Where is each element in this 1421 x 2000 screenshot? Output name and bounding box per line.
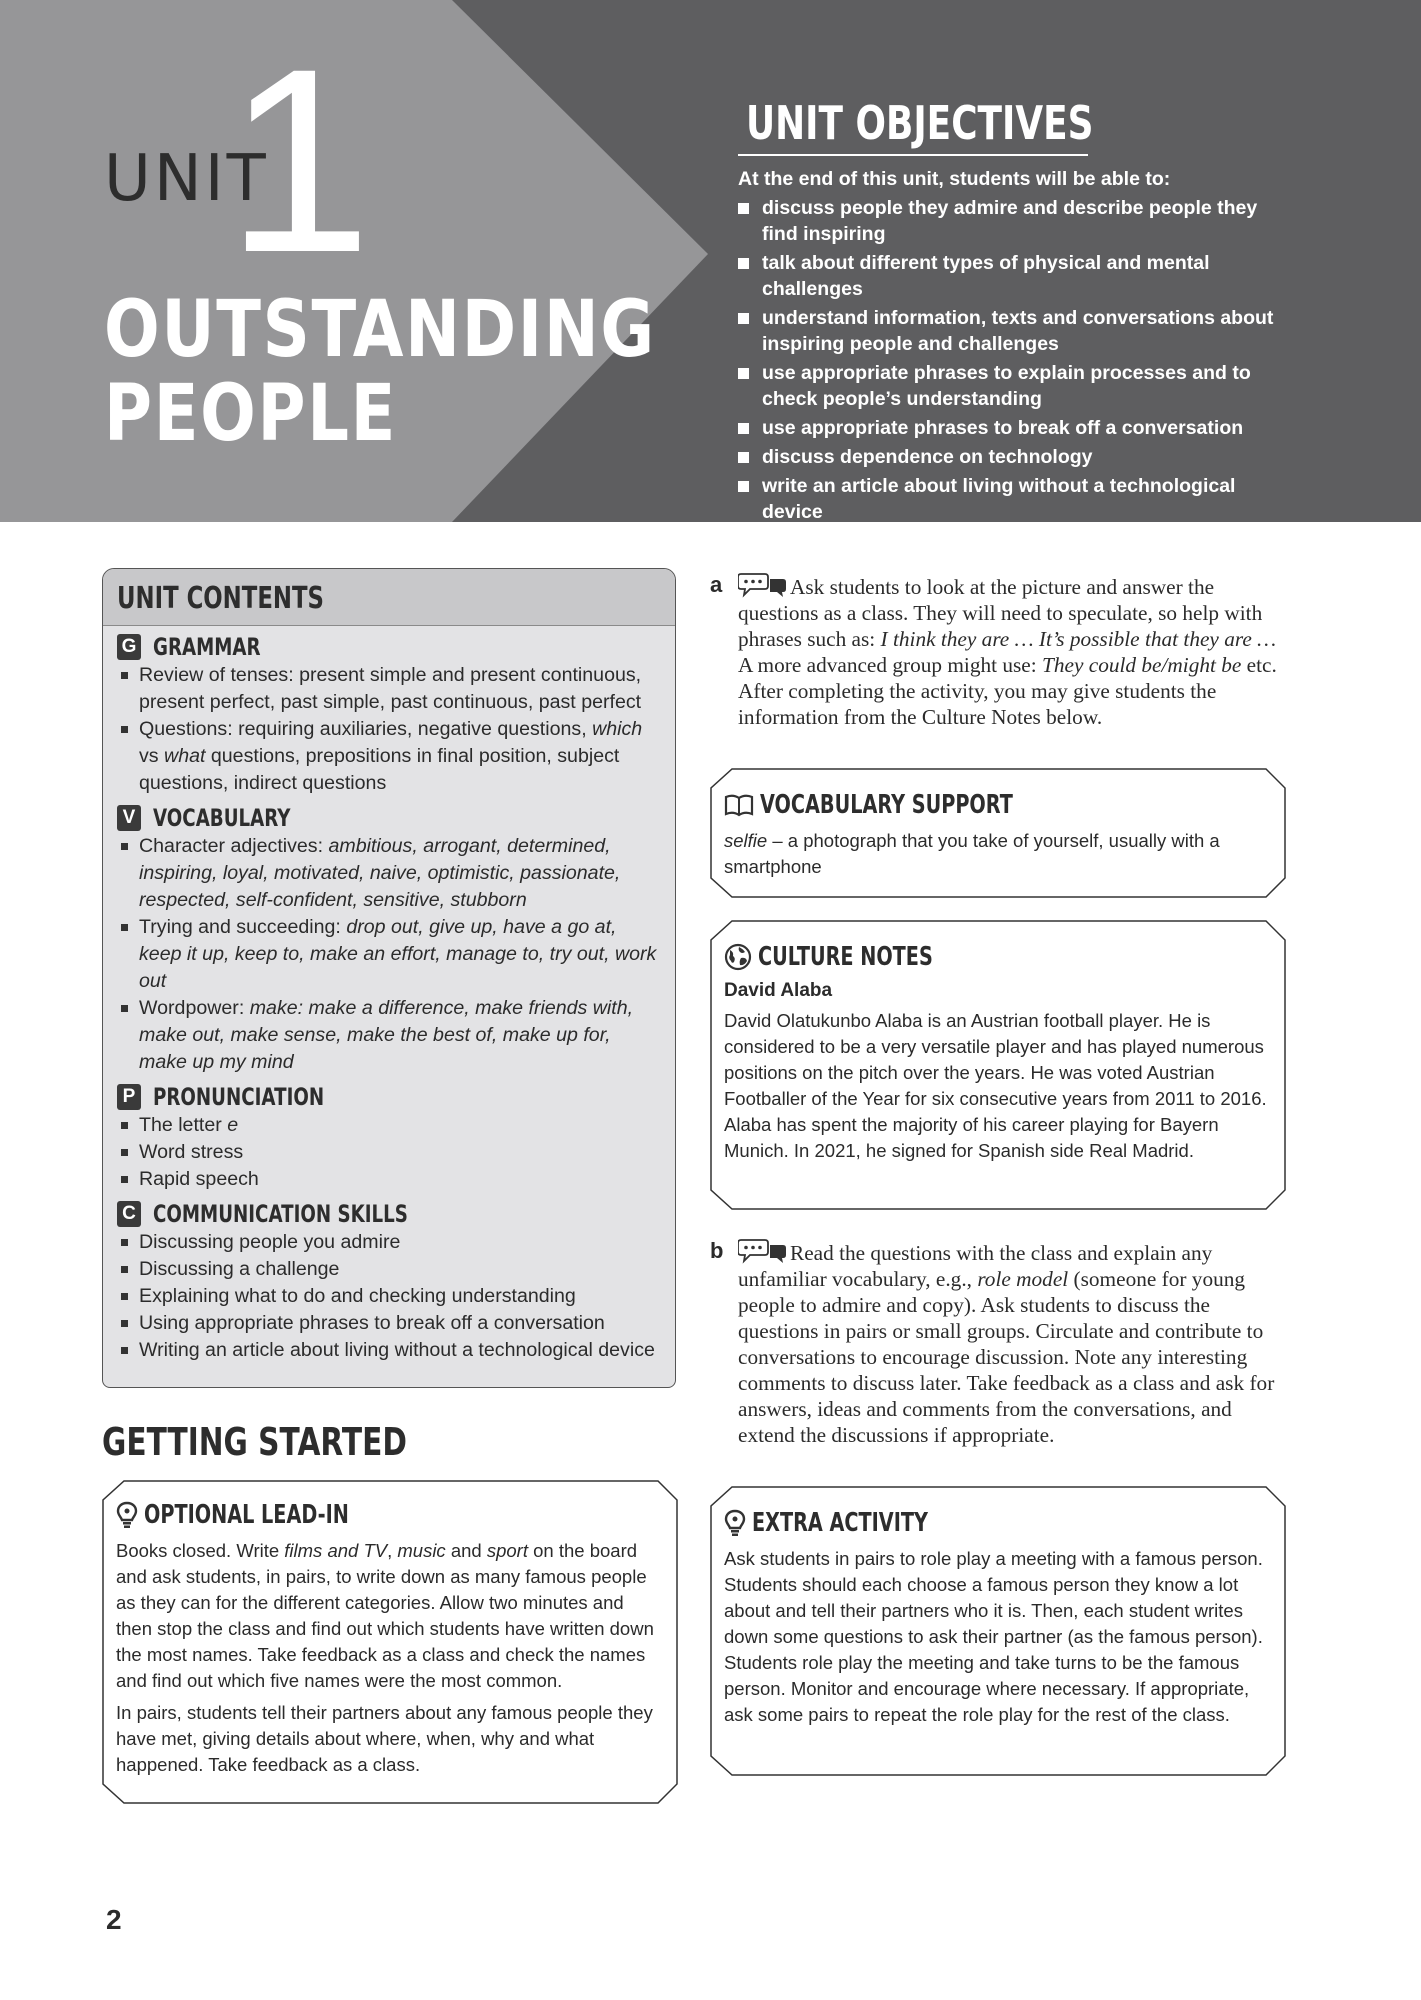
activity-a-text	[738, 572, 1290, 730]
grammar-title: GRAMMAR	[153, 633, 261, 661]
objectives-list	[738, 195, 1298, 525]
objective-item: discuss dependence on technology	[738, 444, 1298, 470]
text-run: on the board and ask students, in pairs, to write down as many famous people as they can for the different categories. Allow two minutes and then stop the class and find out which students have written down the most names. Take feedback as a class and check the names and find out which five names were the most common.	[116, 1540, 654, 1691]
text-run: sport	[486, 1540, 528, 1561]
communication-letter-badge: C	[117, 1201, 141, 1227]
vocabulary-list	[117, 833, 661, 1076]
vocab-support-heading	[724, 790, 1270, 820]
unit-title-line-1: OUTSTANDING	[104, 285, 656, 375]
speech-bubbles-icon	[738, 572, 786, 598]
text-run: Character adjectives:	[139, 835, 329, 857]
list-item	[117, 1112, 661, 1139]
objective-item: discuss people they admire and describe people they find inspiring	[738, 195, 1298, 247]
activity-a-letter: a	[710, 572, 723, 597]
objectives-intro: At the end of this unit, students will be able to:	[738, 168, 1171, 190]
list-item: Review of tenses: present simple and present continuous, present perfect, past simple, past continuous, past perfect	[117, 662, 661, 716]
optional-lead-in-box	[102, 1480, 678, 1804]
text-run: Questions: requiring auxiliaries, negative questions,	[139, 718, 593, 740]
text-run: ,	[387, 1540, 398, 1561]
objectives-heading	[738, 96, 1094, 156]
pronunciation-list	[117, 1112, 661, 1193]
list-item: Discussing people you admire	[117, 1229, 661, 1256]
list-item: Using appropriate phrases to break off a conversation	[117, 1310, 661, 1337]
grammar-list	[117, 662, 661, 797]
text-run: and	[445, 1540, 487, 1561]
text-run: – a photograph that you take of yourself, usually with a smartphone	[724, 830, 1220, 877]
culture-notes-text: David Olatukunbo Alaba is an Austrian football player. He is considered to be a very versatile player and has played numerous positions on the pitch over the years. He was voted Austrian Footballer of the Year for six consecutive years from 2011 to 2016. Alaba has spent the majority of his career playing for Bayern Munich. In 2021, he signed for Spanish side Real Madrid.	[724, 1010, 1267, 1161]
page-number: 2	[106, 1904, 122, 1935]
unit-label: UNIT	[104, 142, 269, 216]
objective-item: write an article about living without a technological device	[738, 473, 1298, 525]
text-run: ambitious, arrogant, determined, inspiring, loyal, motivated, naive, optimistic, passionate, respected, self-confident, sensitive, stubborn	[139, 835, 621, 911]
vocabulary-section	[103, 803, 675, 1076]
vocabulary-heading	[117, 803, 661, 833]
vocabulary-support-box	[710, 768, 1286, 898]
objective-item: use appropriate phrases to explain processes and to check people’s understanding	[738, 360, 1298, 412]
speech-bubbles-icon	[738, 1238, 786, 1264]
text-run: questions, prepositions in final position, subject questions, indirect questions	[139, 745, 620, 794]
pronunciation-heading	[117, 1082, 661, 1112]
text-run: vs	[139, 745, 165, 767]
open-book-icon	[724, 793, 754, 817]
vocabulary-letter-badge: V	[117, 805, 141, 831]
objectives-title: UNIT OBJECTIVES	[746, 96, 1094, 150]
activity-b-letter: b	[710, 1238, 724, 1263]
text-run: music	[397, 1540, 446, 1561]
lead-in-paragraph-1	[116, 1538, 662, 1694]
communication-list	[117, 1229, 661, 1364]
text-run: Trying and succeeding:	[139, 916, 347, 938]
text-run: The letter	[139, 1114, 228, 1136]
globe-icon	[724, 943, 752, 971]
text-run: what	[164, 745, 206, 767]
pronunciation-title: PRONUNCIATION	[153, 1083, 325, 1111]
list-item: Word stress	[117, 1139, 661, 1166]
activity-a	[710, 572, 1290, 730]
communication-section	[103, 1199, 675, 1364]
getting-started-heading: GETTING STARTED	[102, 1420, 407, 1464]
objective-item: understand information, texts and conversations about inspiring people and challenges	[738, 305, 1298, 357]
extra-activity-heading	[724, 1508, 1270, 1538]
lead-in-paragraph-2: In pairs, students tell their partners about any famous people they have met, giving details about where, when, why and what happened. Take feedback as a class.	[116, 1702, 653, 1775]
activity-b-text	[738, 1238, 1290, 1448]
text-run: Ask students to look at the picture and answer the questions as a class. They will need to speculate, so help with phrases such as:	[738, 575, 1263, 651]
text-run: (someone for young people to admire and copy). Ask students to discuss the questions in pairs or small groups. Circulate and contribute to conversations to encourage discussion. Note any interesting comments to discuss later. Take feedback as a class and ask for answers, ideas and comments from the conversations, and extend the discussions if appropriate.	[738, 1267, 1275, 1447]
text-run: role model	[977, 1267, 1069, 1291]
list-item: Writing an article about living without a technological device	[117, 1337, 661, 1364]
culture-notes-subheading: David Alaba	[724, 980, 833, 1001]
list-item	[117, 833, 661, 914]
vocab-support-title: VOCABULARY SUPPORT	[760, 790, 1013, 820]
text-run: drop out, give up, have a go at, keep it up, keep to, make an effort, manage to, try out, work out	[139, 916, 657, 992]
grammar-section	[103, 632, 675, 797]
culture-notes-box	[710, 920, 1286, 1210]
text-run: I think they are … It’s possible that they are …	[880, 627, 1277, 651]
text-run: Books closed. Write	[116, 1540, 285, 1561]
text-run: They could be/might be	[1042, 653, 1242, 677]
list-item	[117, 716, 661, 797]
text-run: which	[592, 718, 643, 740]
communication-heading	[117, 1199, 661, 1229]
lead-in-heading	[116, 1500, 662, 1530]
vocab-support-definition	[724, 828, 1270, 880]
extra-activity-box	[710, 1486, 1286, 1776]
extra-activity-title: EXTRA ACTIVITY	[752, 1508, 928, 1538]
lightbulb-icon	[116, 1501, 138, 1529]
pronunciation-section	[103, 1082, 675, 1193]
list-item: Rapid speech	[117, 1166, 661, 1193]
unit-objectives	[738, 96, 1298, 528]
objective-item: use appropriate phrases to break off a conversation	[738, 415, 1298, 441]
extra-activity-text: Ask students in pairs to role play a meeting with a famous person. Students should each choose a famous person they know a lot about and tell their partners who it is. Then, each student writes down some questions to ask their partner (as the famous person). Students role play the meeting and take turns to be the famous person. Monitor and encourage where necessary. If appropriate, ask some pairs to repeat the role play for the rest of the class.	[724, 1548, 1263, 1725]
list-item: Explaining what to do and checking understanding	[117, 1283, 661, 1310]
unit-contents-title: UNIT CONTENTS	[117, 581, 324, 616]
text-run: Wordpower:	[139, 997, 250, 1019]
unit-title	[104, 285, 656, 459]
activity-b	[710, 1238, 1290, 1448]
text-run: Read the questions with the class and explain any unfamiliar vocabulary, e.g.,	[738, 1241, 1213, 1291]
unit-title-line-2: PEOPLE	[104, 369, 398, 459]
objective-item: talk about different types of physical and mental challenges	[738, 250, 1298, 302]
text-run: etc. After completing the activity, you may give students the information from the Culture Notes below.	[738, 653, 1277, 729]
grammar-heading	[117, 632, 661, 662]
lightbulb-icon	[724, 1509, 746, 1537]
culture-notes-title: CULTURE NOTES	[758, 942, 933, 972]
communication-title: COMMUNICATION SKILLS	[153, 1200, 408, 1228]
vocabulary-title: VOCABULARY	[153, 804, 291, 832]
text-run: make: make a difference, make friends with, make out, make sense, make the best of, make up for, make up my mind	[139, 997, 634, 1073]
text-run: A more advanced group might use:	[738, 653, 1043, 677]
culture-notes-heading	[724, 942, 1270, 972]
text-run: e	[227, 1114, 239, 1136]
list-item	[117, 995, 661, 1076]
pronunciation-letter-badge: P	[117, 1084, 141, 1110]
list-item: Discussing a challenge	[117, 1256, 661, 1283]
lead-in-title: OPTIONAL LEAD-IN	[144, 1500, 349, 1530]
list-item	[117, 914, 661, 995]
unit-contents-panel	[102, 568, 676, 1388]
text-run: selfie	[724, 830, 768, 851]
grammar-letter-badge: G	[117, 634, 141, 660]
unit-contents-header	[103, 569, 675, 626]
unit-number: 1	[226, 14, 372, 307]
text-run: films and TV	[284, 1540, 388, 1561]
unit-header	[0, 0, 1421, 522]
